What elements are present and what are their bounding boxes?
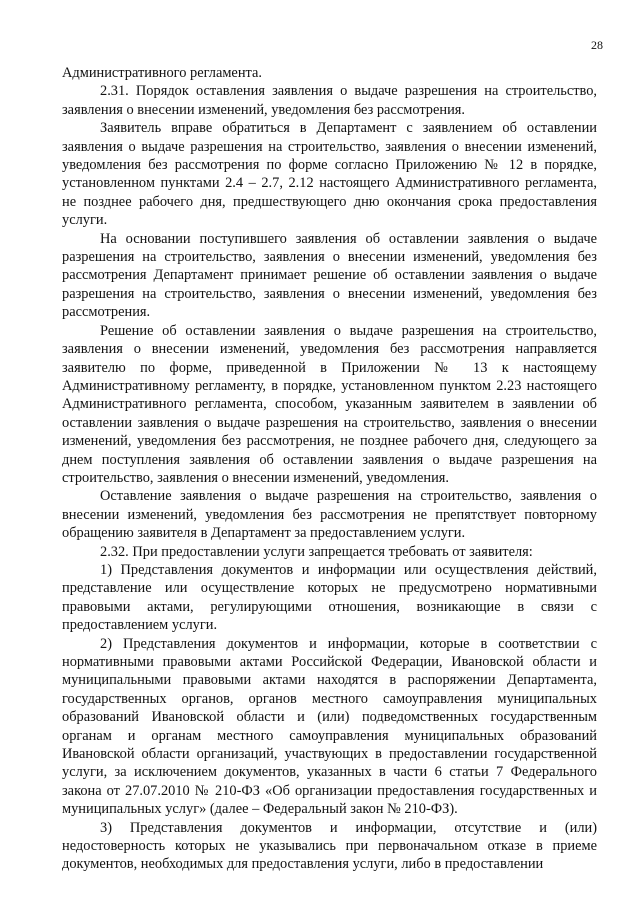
paragraph-2-32-heading: 2.32. При предоставлении услуги запрещается требовать от заявителя:: [100, 543, 533, 560]
document-body: [62, 64, 597, 874]
list-item: 3) Представления документов и информации, отсутствие и (или) недостоверность которых не указывались при первоначальном отказе в приеме документов, необходимых для предоставления услуги, либо в предоставлении: [62, 819, 597, 873]
page-number: 28: [591, 38, 603, 52]
paragraph-continuation: Административного регламента.: [62, 65, 262, 81]
list-item: 2) Представления документов и информации, которые в соответствии с нормативными правовыми актами Российской Федерации, Ивановской области и муниципальными правовыми актами находятся в распоряжении Департамента, государственных органов, органов местного самоуправления муниципальных образований Ивановской области и (или) подведомственных государственным органам и органам местного самоуправления муниципальных образований Ивановской области организаций, участвующих в предоставлении государственной услуги, за исключением документов, указанных в части 6 статьи 7 Федерального закона от 27.07.2010 № 210-ФЗ «Об организации предоставления государственных и муниципальных услуг» (далее – Федеральный закон № 210-ФЗ).: [62, 635, 597, 818]
paragraph: На основании поступившего заявления об оставлении заявления о выдаче разрешения на строительство, заявления о внесении изменений, уведомления без рассмотрения Департамент принимает решение об оставлении заявления о выдаче разрешения на строительство, заявления о внесении изменений, уведомления без рассмотрения.: [62, 230, 597, 321]
list-item: 1) Представления документов и информации или осуществления действий, представление или осуществление которых не предусмотрено нормативными правовыми актами, регулирующими отношения, возникающие в связи с предоставлением услуги.: [62, 561, 597, 634]
paragraph-2-31-heading: 2.31. Порядок оставления заявления о выдаче разрешения на строительство, заявления о внесении изменений, уведомления без рассмотрения.: [62, 83, 597, 118]
paragraph: Решение об оставлении заявления о выдаче разрешения на строительство, заявления о внесении изменений, уведомления без рассмотрения направляется заявителю по форме, приведенной в Приложении № 13 к настоящему Административному регламенту, в порядке, установленном пунктом 2.23 настоящего Административного регламента, способом, указанным заявителем в заявлении об оставлении заявления о выдаче разрешения на строительство, заявления о внесении изменений, уведомления без рассмотрения, не позднее рабочего дня, следующего за днем поступления заявления об оставлении заявления о выдаче разрешения на строительство, заявления о внесении изменений, уведомления.: [62, 322, 597, 486]
paragraph: Заявитель вправе обратиться в Департамент с заявлением об оставлении заявления о выдаче разрешения на строительство, заявления о внесении изменений, уведомления без рассмотрения по форме согласно Приложению № 12 в порядке, установленном пунктами 2.4 – 2.7, 2.12 настоящего Административного регламента, не позднее рабочего дня, предшествующего дню окончания срока предоставления услуги.: [62, 120, 597, 229]
paragraph: Оставление заявления о выдаче разрешения на строительство, заявления о внесении изменений, уведомления без рассмотрения не препятствует повторному обращению заявителя в Департамент за предоставлением услуги.: [62, 488, 597, 542]
